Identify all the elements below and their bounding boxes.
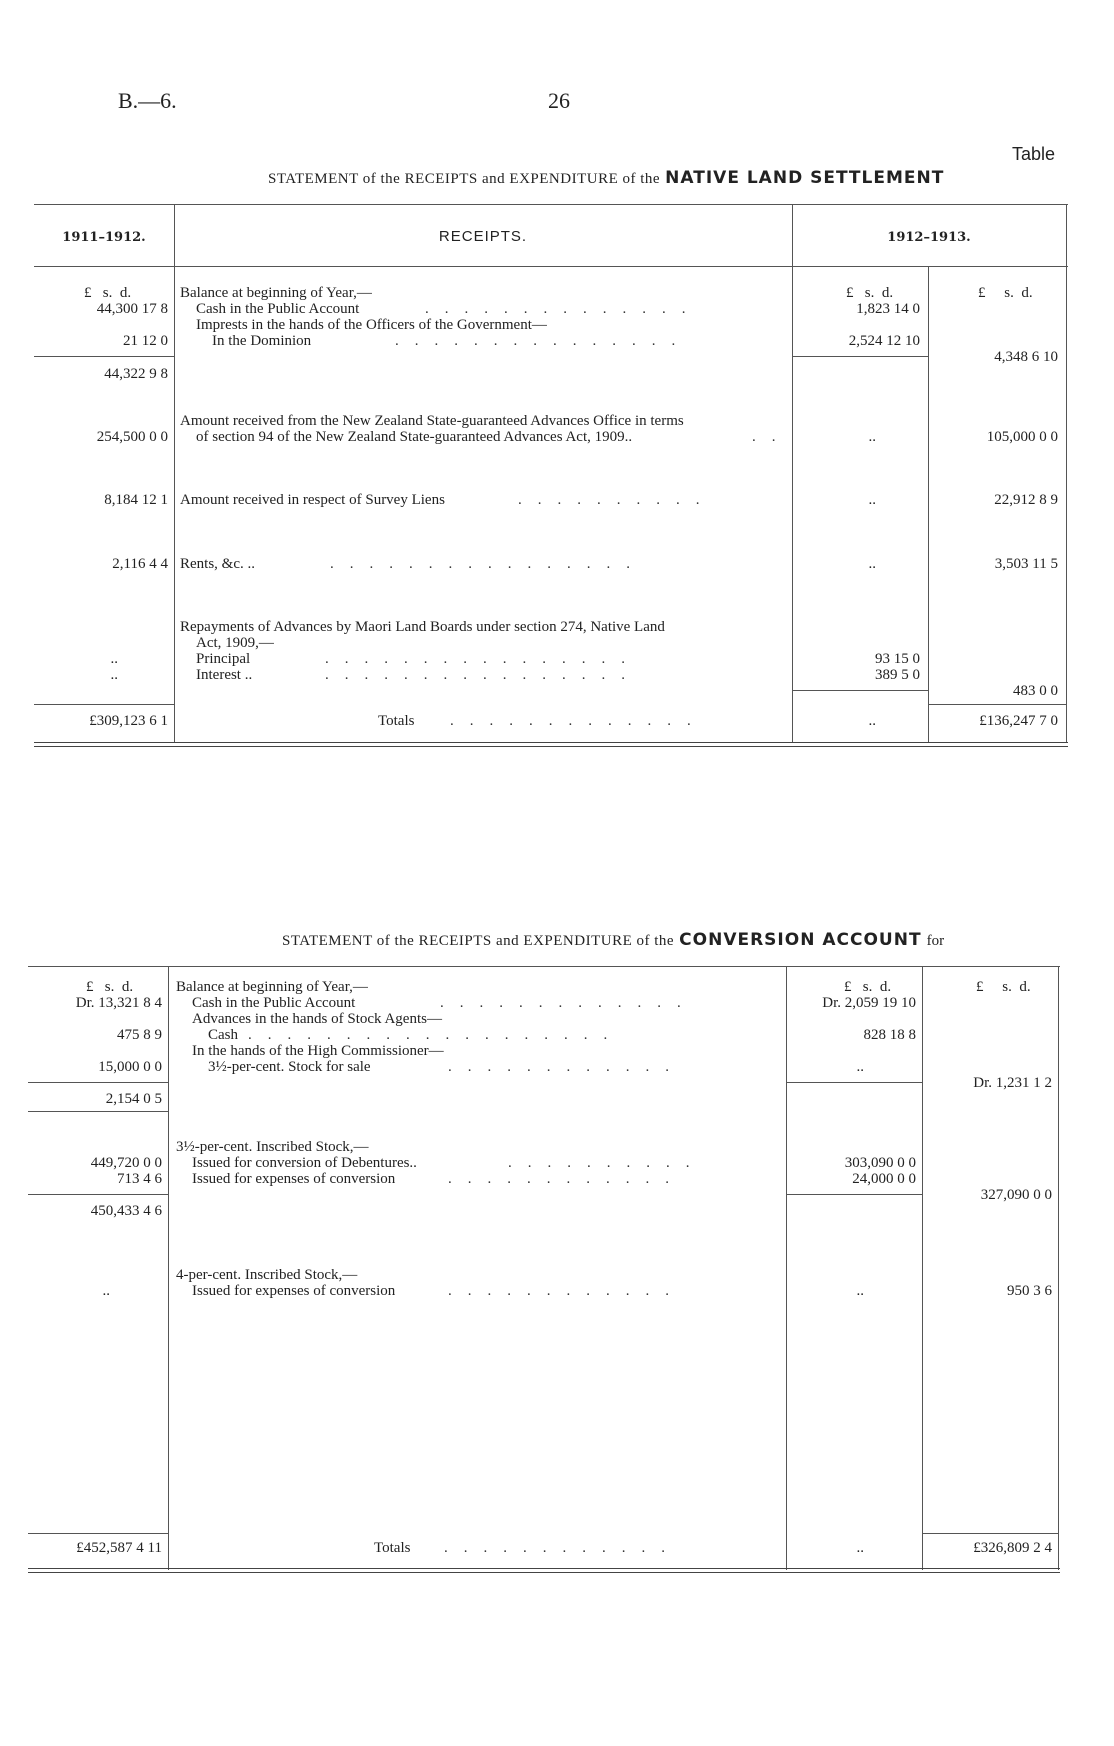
t1-repay-line2: Act, 1909,— [196,635,274,651]
t2-stock4-sub: .. [856,1283,864,1299]
table-label: Table [1012,144,1056,164]
unit-shilling: s. [862,979,873,995]
t2-hc-prev: 15,000 0 0 [98,1059,162,1075]
t2-stock35-cur-total: 327,090 0 0 [980,1187,1052,1203]
page-reference: B.—6. [118,88,177,113]
t1-dominion-prev: 21 12 0 [123,333,168,349]
t1-rents-sub: .. [868,556,876,572]
t1-balance-heading: Balance at beginning of Year,— [180,285,372,301]
t2-stock4-label: Issued for expenses of conversion [192,1283,396,1299]
table2-title-account: CONVERSION ACCOUNT [679,930,922,950]
t2-totals-prev: £452,587 4 11 [76,1540,162,1556]
t2-balance-heading: Balance at beginning of Year,— [176,979,368,995]
t1-dominion-sub: 2,524 12 10 [848,333,920,349]
t2-cash-label: Cash in the Public Account [192,995,356,1011]
unit-pence: d. [1021,285,1033,301]
table1-header-receipts: RECEIPTS. [438,228,528,245]
t2-cur-unit [976,979,1031,996]
t2-agents-cash-label: Cash [208,1027,238,1043]
t2-hc-label: 3½-per-cent. Stock for sale [208,1059,371,1075]
unit-pound: £ [846,285,854,301]
t2-expenses-prev: 713 4 6 [117,1171,162,1187]
table2-title [282,930,944,950]
unit-pence: d. [121,979,134,995]
t2-debentures-label: Issued for conversion of Debentures.. [192,1155,417,1171]
t1-balance-cur-total: 4,348 6 10 [994,349,1058,365]
t2-balance-cur-total: Dr. 1,231 1 2 [973,1075,1052,1091]
table2-title-prefix: STATEMENT of the RECEIPTS and EXPENDITURE of the [282,933,675,949]
t2-expenses-sub: 24,000 0 0 [852,1171,916,1187]
t2-cash-sub: Dr. 2,059 19 10 [822,995,916,1011]
t2-stock35-prev-total: 450,433 4 6 [90,1203,162,1219]
t1-cash-sub: 1,823 14 0 [856,301,920,317]
t2-cash-prev: Dr. 13,321 8 4 [75,995,162,1011]
t1-survey-label: Amount received in respect of Survey Liens [180,492,445,508]
table1-header-prev-year: 1911–1912. [62,230,146,245]
t1-repay-cur: 483 0 0 [1013,683,1058,699]
table1-title-prefix: STATEMENT of the RECEIPTS and EXPENDITURE of the [268,171,661,187]
t2-agents-prev: 475 8 9 [117,1027,162,1043]
unit-pence: d. [881,285,894,301]
t1-totals-sub: .. [868,713,876,729]
t1-principal-sub: 93 15 0 [875,651,920,667]
t1-rents-label: Rents, &c. .. [180,556,255,572]
t2-totals-sub: .. [856,1540,864,1556]
table1-title-account: NATIVE LAND SETTLEMENT [665,168,945,188]
t1-imprest-heading: Imprests in the hands of the Officers of the Government— [196,317,547,333]
t1-cash-label: Cash in the Public Account [196,301,360,317]
unit-shilling: s. [1002,979,1012,995]
t2-stock4-prev: .. [102,1283,110,1299]
t1-totals-label: Totals [378,713,415,729]
t1-totals-prev: £309,123 6 1 [89,713,168,729]
t1-rents-prev: 2,116 4 4 [112,556,168,572]
t1-principal-label: Principal [196,651,251,667]
t2-stock35-heading: 3½-per-cent. Inscribed Stock,— [176,1139,369,1155]
t1-advances-line2: of section 94 of the New Zealand State-guaranteed Advances Act, 1909.. [196,429,633,445]
unit-shilling: s. [1004,285,1014,301]
t2-debentures-sub: 303,090 0 0 [844,1155,916,1171]
t2-totals-cur: £326,809 2 4 [973,1540,1052,1556]
t1-survey-sub: .. [868,492,876,508]
t2-balance-prev-total: 2,154 0 5 [105,1091,162,1107]
t1-totals-cur: £136,247 7 0 [979,713,1058,729]
t2-prev-unit [86,979,133,996]
t2-expenses-label: Issued for expenses of conversion [192,1171,396,1187]
t2-agents-sub: 828 18 8 [863,1027,916,1043]
t2-hc-heading: In the hands of the High Commissioner— [192,1043,444,1059]
table2-title-suffix: for [926,933,945,949]
unit-pound: £ [84,285,92,301]
t2-sub-unit [844,979,891,996]
t1-survey-cur: 22,912 8 9 [994,492,1058,508]
t1-interest-prev: .. [110,667,118,683]
t1-dominion-label: In the Dominion [212,333,312,349]
page-number: 26 [548,88,570,113]
unit-pence: d. [1019,979,1031,995]
unit-pence: d. [119,285,132,301]
t1-advances-cur: 105,000 0 0 [986,429,1058,445]
t1-advances-sub: .. [868,429,876,445]
t1-cur-unit [978,285,1033,302]
t2-stock4-heading: 4-per-cent. Inscribed Stock,— [176,1267,358,1283]
t2-debentures-prev: 449,720 0 0 [90,1155,162,1171]
t2-stock4-cur: 950 3 6 [1007,1283,1052,1299]
t2-totals-label: Totals [374,1540,411,1556]
unit-pound: £ [86,979,94,995]
t1-balance-prev-total: 44,322 9 8 [104,366,168,382]
t1-advances-prev: 254,500 0 0 [96,429,168,445]
t1-survey-prev: 8,184 12 1 [104,492,168,508]
unit-pound: £ [976,979,984,995]
t2-agents-heading: Advances in the hands of Stock Agents— [192,1011,442,1027]
t1-interest-sub: 389 5 0 [875,667,920,683]
t1-principal-prev: .. [110,651,118,667]
unit-shilling: s. [864,285,875,301]
table1-header-cur-year: 1912–1913. [887,230,971,245]
table1-title [268,168,944,188]
t2-hc-sub: .. [856,1059,864,1075]
unit-pence: d. [879,979,892,995]
t1-interest-label: Interest .. [196,667,253,683]
unit-pound: £ [978,285,986,301]
unit-shilling: s. [102,285,113,301]
t1-cash-prev: 44,300 17 8 [96,301,168,317]
t1-rents-cur: 3,503 11 5 [994,556,1058,572]
t1-sub-unit [846,285,893,302]
unit-shilling: s. [104,979,115,995]
t1-prev-unit [84,285,131,302]
t1-advances-line1: Amount received from the New Zealand State-guaranteed Advances Office in terms [180,413,684,429]
unit-pound: £ [844,979,852,995]
t1-repay-line1: Repayments of Advances by Maori Land Boards under section 274, Native Land [180,619,665,635]
